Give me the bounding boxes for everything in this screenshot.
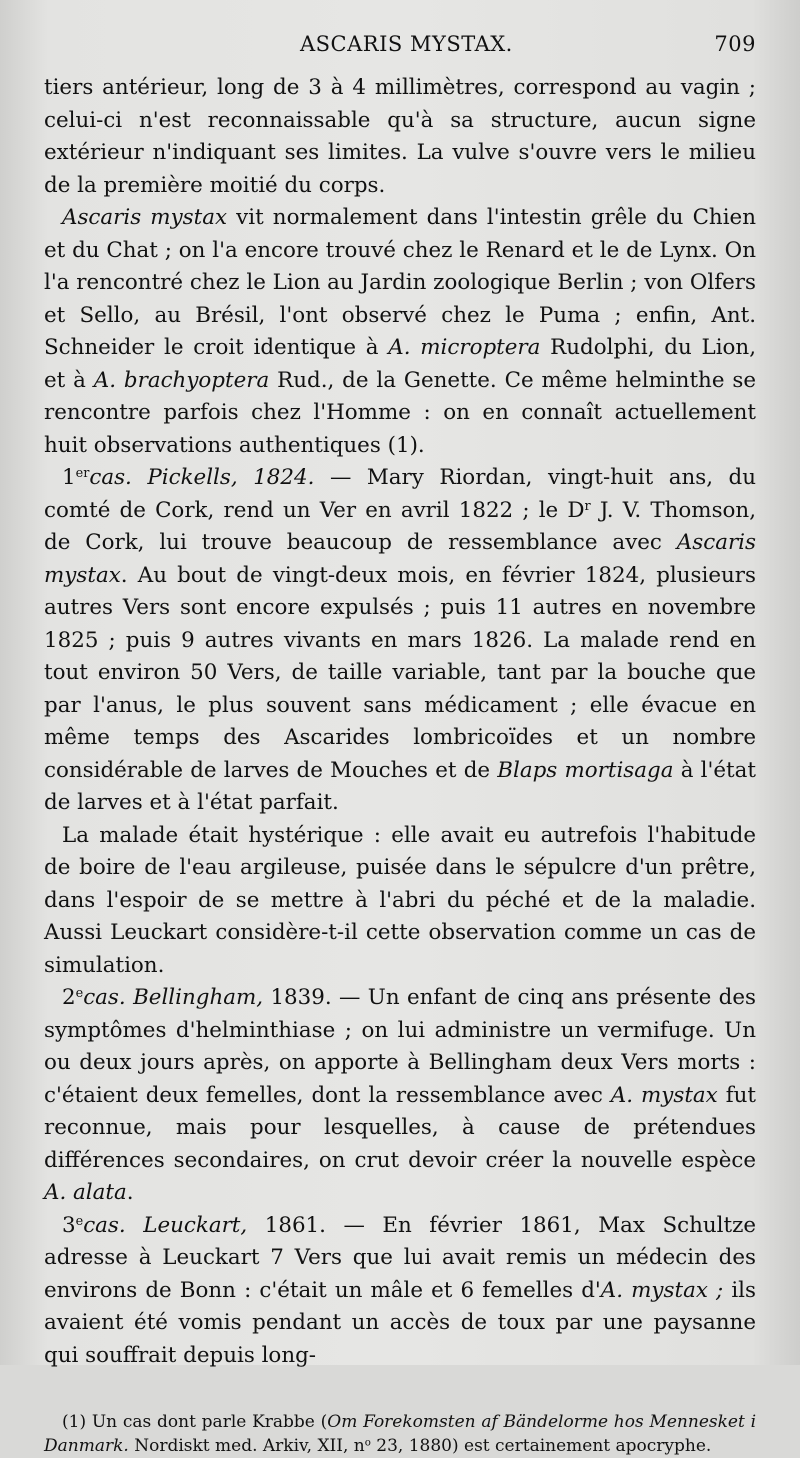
species-name: Ascaris mystax — [62, 205, 228, 230]
footnote: (1) Un cas dont parle Krabbe (Om Forekomsten af Bändelorme hos Mennesket i Danmark. Nordiskt med. Arkiv, XII, $n^o$ 23, 1880) est certainement apocryphe. — [44, 1412, 757, 1456]
species-name: A. brachyoptera — [93, 367, 270, 393]
footnote-title: Om Forekomsten af Bändelorme hos Mennesket i Danmark. — [44, 1412, 757, 1456]
running-title: ASCARIS MYSTAX. — [300, 32, 513, 56]
species-name: A. microptera — [388, 335, 541, 360]
case-label: cas. Bellingham, — [83, 985, 264, 1010]
case-2: 2ecas. Bellingham, 1839. — Un enfant de cinq ans présente des symptômes d'helminthiase ; on lui administre un vermifuge. Un ou deux jours après, on apporte à Bellingham deux Vers morts : c'étaient deux femelles, dont la ressemblance avec A. mystax fut reconnue, mais pour lesquelles, à cause de prétendues différences secondaires, on crut devoir créer la nouvelle espèce A. alata. — [44, 985, 757, 1205]
case-3: 3ecas. Leuckart, 1861. — En février 1861, Max Schultze adresse à Leuckart 7 Vers que lui avait remis un médecin des environs de Bonn : c'était un mâle et 6 femelles d'A. mystax ; ils avaient été vomis pendant un accès de toux par une paysanne qui souffrait depuis long- — [44, 1212, 756, 1368]
page-number: 709 — [714, 32, 756, 56]
species-name: A. mystax ; — [600, 1277, 724, 1303]
paragraph-habitat: Ascaris mystax vit normalement dans l'intestin grêle du Chien et du Chat ; on l'a encore trouvé chez le Renard et le de Lynx. On l'a rencontré chez le Lion au Jardin zoologique Berlin ; von Olfers et Sello, au Brésil, l'ont observé chez le Puma ; enfin, Ant. Schneider le croit identique à A. microptera Rudolphi, du Lion, et à A. brachyoptera Rud., de la Genette. Ce même helminthe se rencontre parfois chez l'Homme : on en connaît actuellement huit observations authentiques (1). — [44, 205, 756, 458]
species-name: Ascaris mystax — [44, 530, 756, 588]
paragraph-vagin: tiers antérieur, long de 3 à 4 millimètres, correspond au vagin ; celui-ci n'est reconnaissable qu'à sa structure, aucun signe extérieur n'indiquant ses limites. La vulve s'ouvre vers le milieu de la première moitié du corps. — [44, 75, 756, 198]
case-label: cas. Leuckart, — [83, 1212, 248, 1238]
body-text — [44, 72, 756, 1372]
case-1: 1ercas. Pickells, 1824. — Mary Riordan, vingt-huit ans, du comté de Cork, rend un Ver en avril 1822 ; le $D^r$ J. V. Thomson, de Cork, lui trouve beaucoup de ressemblance avec Ascaris mystax. Au bout de vingt-deux mois, en février 1824, plusieurs autres Vers sont encore expulsés ; puis 11 autres en novembre 1825 ; puis 9 autres vivants en mars 1826. La malade rend en tout environ 50 Vers, de taille variable, tant par la bouche que par l'anus, le plus souvent sans médicament ; elle évacue en même temps des Ascarides lombricoïdes et un nombre considérable de larves de Mouches et de Blaps mortisaga à l'état de larves et à l'état parfait. — [44, 465, 756, 815]
species-name: Blaps mortisaga — [497, 757, 674, 783]
case-label: cas. Pickells, 1824. — [89, 465, 315, 490]
species-name: A. mystax — [610, 1082, 718, 1108]
page-header — [44, 32, 756, 72]
paragraph-hysterique: La malade était hystérique : elle avait eu autrefois l'habitude de boire de l'eau argileuse, puisée dans le sépulcre d'un prêtre, dans l'espoir de se mettre à l'abri du péché et de la maladie. Aussi Leuckart considère-t-il cette observation comme un cas de simulation. — [44, 822, 756, 978]
species-name: A. alata — [44, 1180, 127, 1205]
